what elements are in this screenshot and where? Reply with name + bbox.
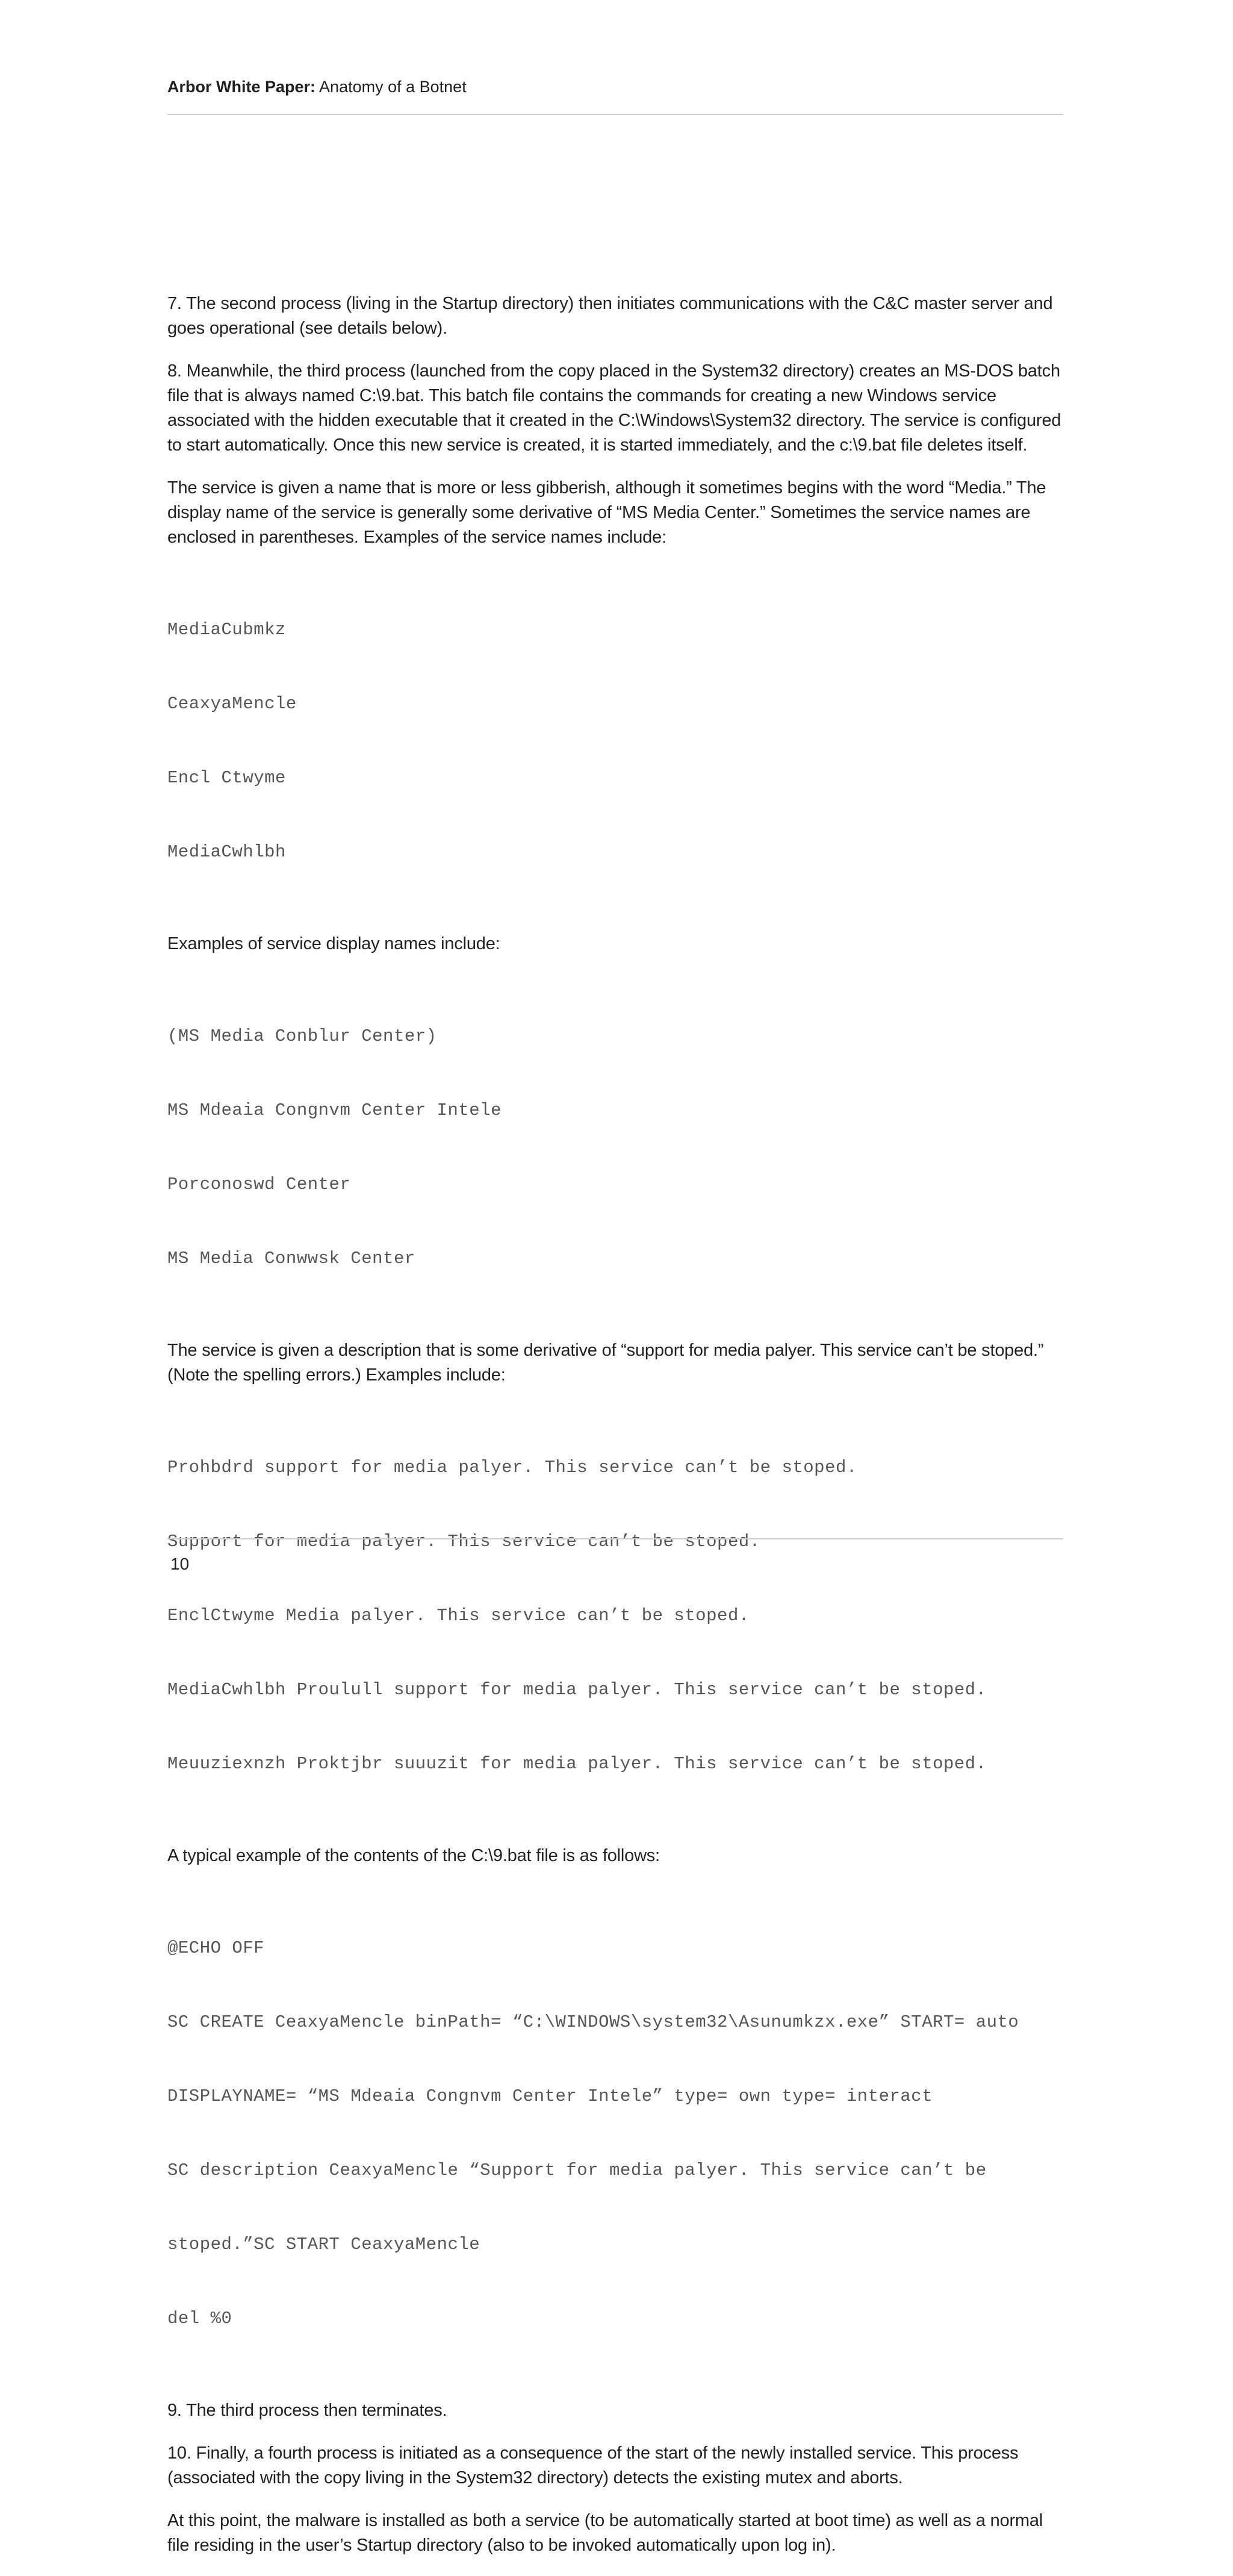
page-header bbox=[167, 75, 1063, 99]
paragraph-step-10: 10. Finally, a fourth process is initiated as a consequence of the start of the newly installed service. This process (associated with the copy living in the System32 directory) detects the existing mutex and aborts. bbox=[167, 2443, 1019, 2487]
paragraph-description: The service is given a description that is some derivative of “support for media palyer. This service can’t be stoped.” (Note the spelling errors.) Examples include: bbox=[167, 1341, 1044, 1385]
display-name-line: Porconoswd Center bbox=[167, 1174, 351, 1194]
display-name-line: MS Mdeaia Congnvm Center Intele bbox=[167, 1100, 502, 1120]
service-names-list bbox=[167, 568, 1063, 914]
paragraph-display-names: Examples of service display names include: bbox=[167, 934, 500, 953]
document-body bbox=[167, 292, 1063, 2576]
paragraph-bat-intro: A typical example of the contents of the C:\9.bat file is as follows: bbox=[167, 1846, 660, 1865]
bat-file-code bbox=[167, 1886, 1063, 2380]
footer-divider bbox=[167, 1538, 1063, 1539]
display-name-line: (MS Media Conblur Center) bbox=[167, 1026, 437, 1046]
code-line: stoped.”SC START CeaxyaMencle bbox=[167, 2235, 480, 2254]
description-line: Support for media palyer. This service can’t be stoped. bbox=[167, 1532, 760, 1552]
service-name-line: CeaxyaMencle bbox=[167, 694, 297, 714]
display-name-line: MS Media Conwwsk Center bbox=[167, 1249, 415, 1268]
display-names-list bbox=[167, 975, 1063, 1320]
header-brand: Arbor White Paper: bbox=[167, 78, 316, 96]
code-line: del %0 bbox=[167, 2309, 232, 2328]
description-line: EnclCtwyme Media palyer. This service can’t be stoped. bbox=[167, 1606, 750, 1626]
paragraph-conclusion: At this point, the malware is installed as both a service (to be automatically started at boot time) as well as a normal file residing in the user’s Startup directory (also to be invoked automatically upon log in). bbox=[167, 2511, 1043, 2555]
service-name-line: MediaCubmkz bbox=[167, 620, 286, 640]
service-name-line: Encl Ctwyme bbox=[167, 768, 286, 788]
paragraph-step-7: 7. The second process (living in the Startup directory) then initiates communications with the C&C master server and goes operational (see details below). bbox=[167, 294, 1053, 338]
paragraph-step-8: 8. Meanwhile, the third process (launched from the copy placed in the System32 directory) creates an MS-DOS batch file that is always named C:\9.bat. This batch file contains the commands for creating a new Windows service associated with the hidden executable that it created in the C:\Windows\System32 directory. The service is configured to start automatically. Once this new service is created, it is started immediately, and the c:\9.bat file deletes itself. bbox=[167, 361, 1061, 455]
header-subtitle: Anatomy of a Botnet bbox=[319, 78, 467, 96]
description-line: Meuuziexnzh Proktjbr suuuzit for media palyer. This service can’t be stoped. bbox=[167, 1754, 987, 1774]
code-line: @ECHO OFF bbox=[167, 1938, 265, 1958]
code-line: SC CREATE CeaxyaMencle binPath= “C:\WINDOWS\system32\Asunumkzx.exe” START= auto bbox=[167, 2012, 1019, 2032]
code-line: SC description CeaxyaMencle “Support for media palyer. This service can’t be bbox=[167, 2160, 987, 2180]
code-line: DISPLAYNAME= “MS Mdeaia Congnvm Center Intele” type= own type= interact bbox=[167, 2086, 933, 2106]
paragraph-service-name: The service is given a name that is more or less gibberish, although it sometimes begins with the word “Media.” The display name of the service is generally some derivative of “MS Media Center.” Sometimes the service names are enclosed in parentheses. Examples of the service names include: bbox=[167, 478, 1046, 547]
description-line: Prohbdrd support for media palyer. This service can’t be stoped. bbox=[167, 1458, 857, 1477]
descriptions-list bbox=[167, 1406, 1063, 1826]
header-divider bbox=[167, 114, 1063, 115]
service-name-line: MediaCwhlbh bbox=[167, 842, 286, 862]
description-line: MediaCwhlbh Proulull support for media palyer. This service can’t be stoped. bbox=[167, 1680, 987, 1700]
paragraph-step-9: 9. The third process then terminates. bbox=[167, 2401, 447, 2420]
page-number: 10 bbox=[170, 1555, 190, 1573]
